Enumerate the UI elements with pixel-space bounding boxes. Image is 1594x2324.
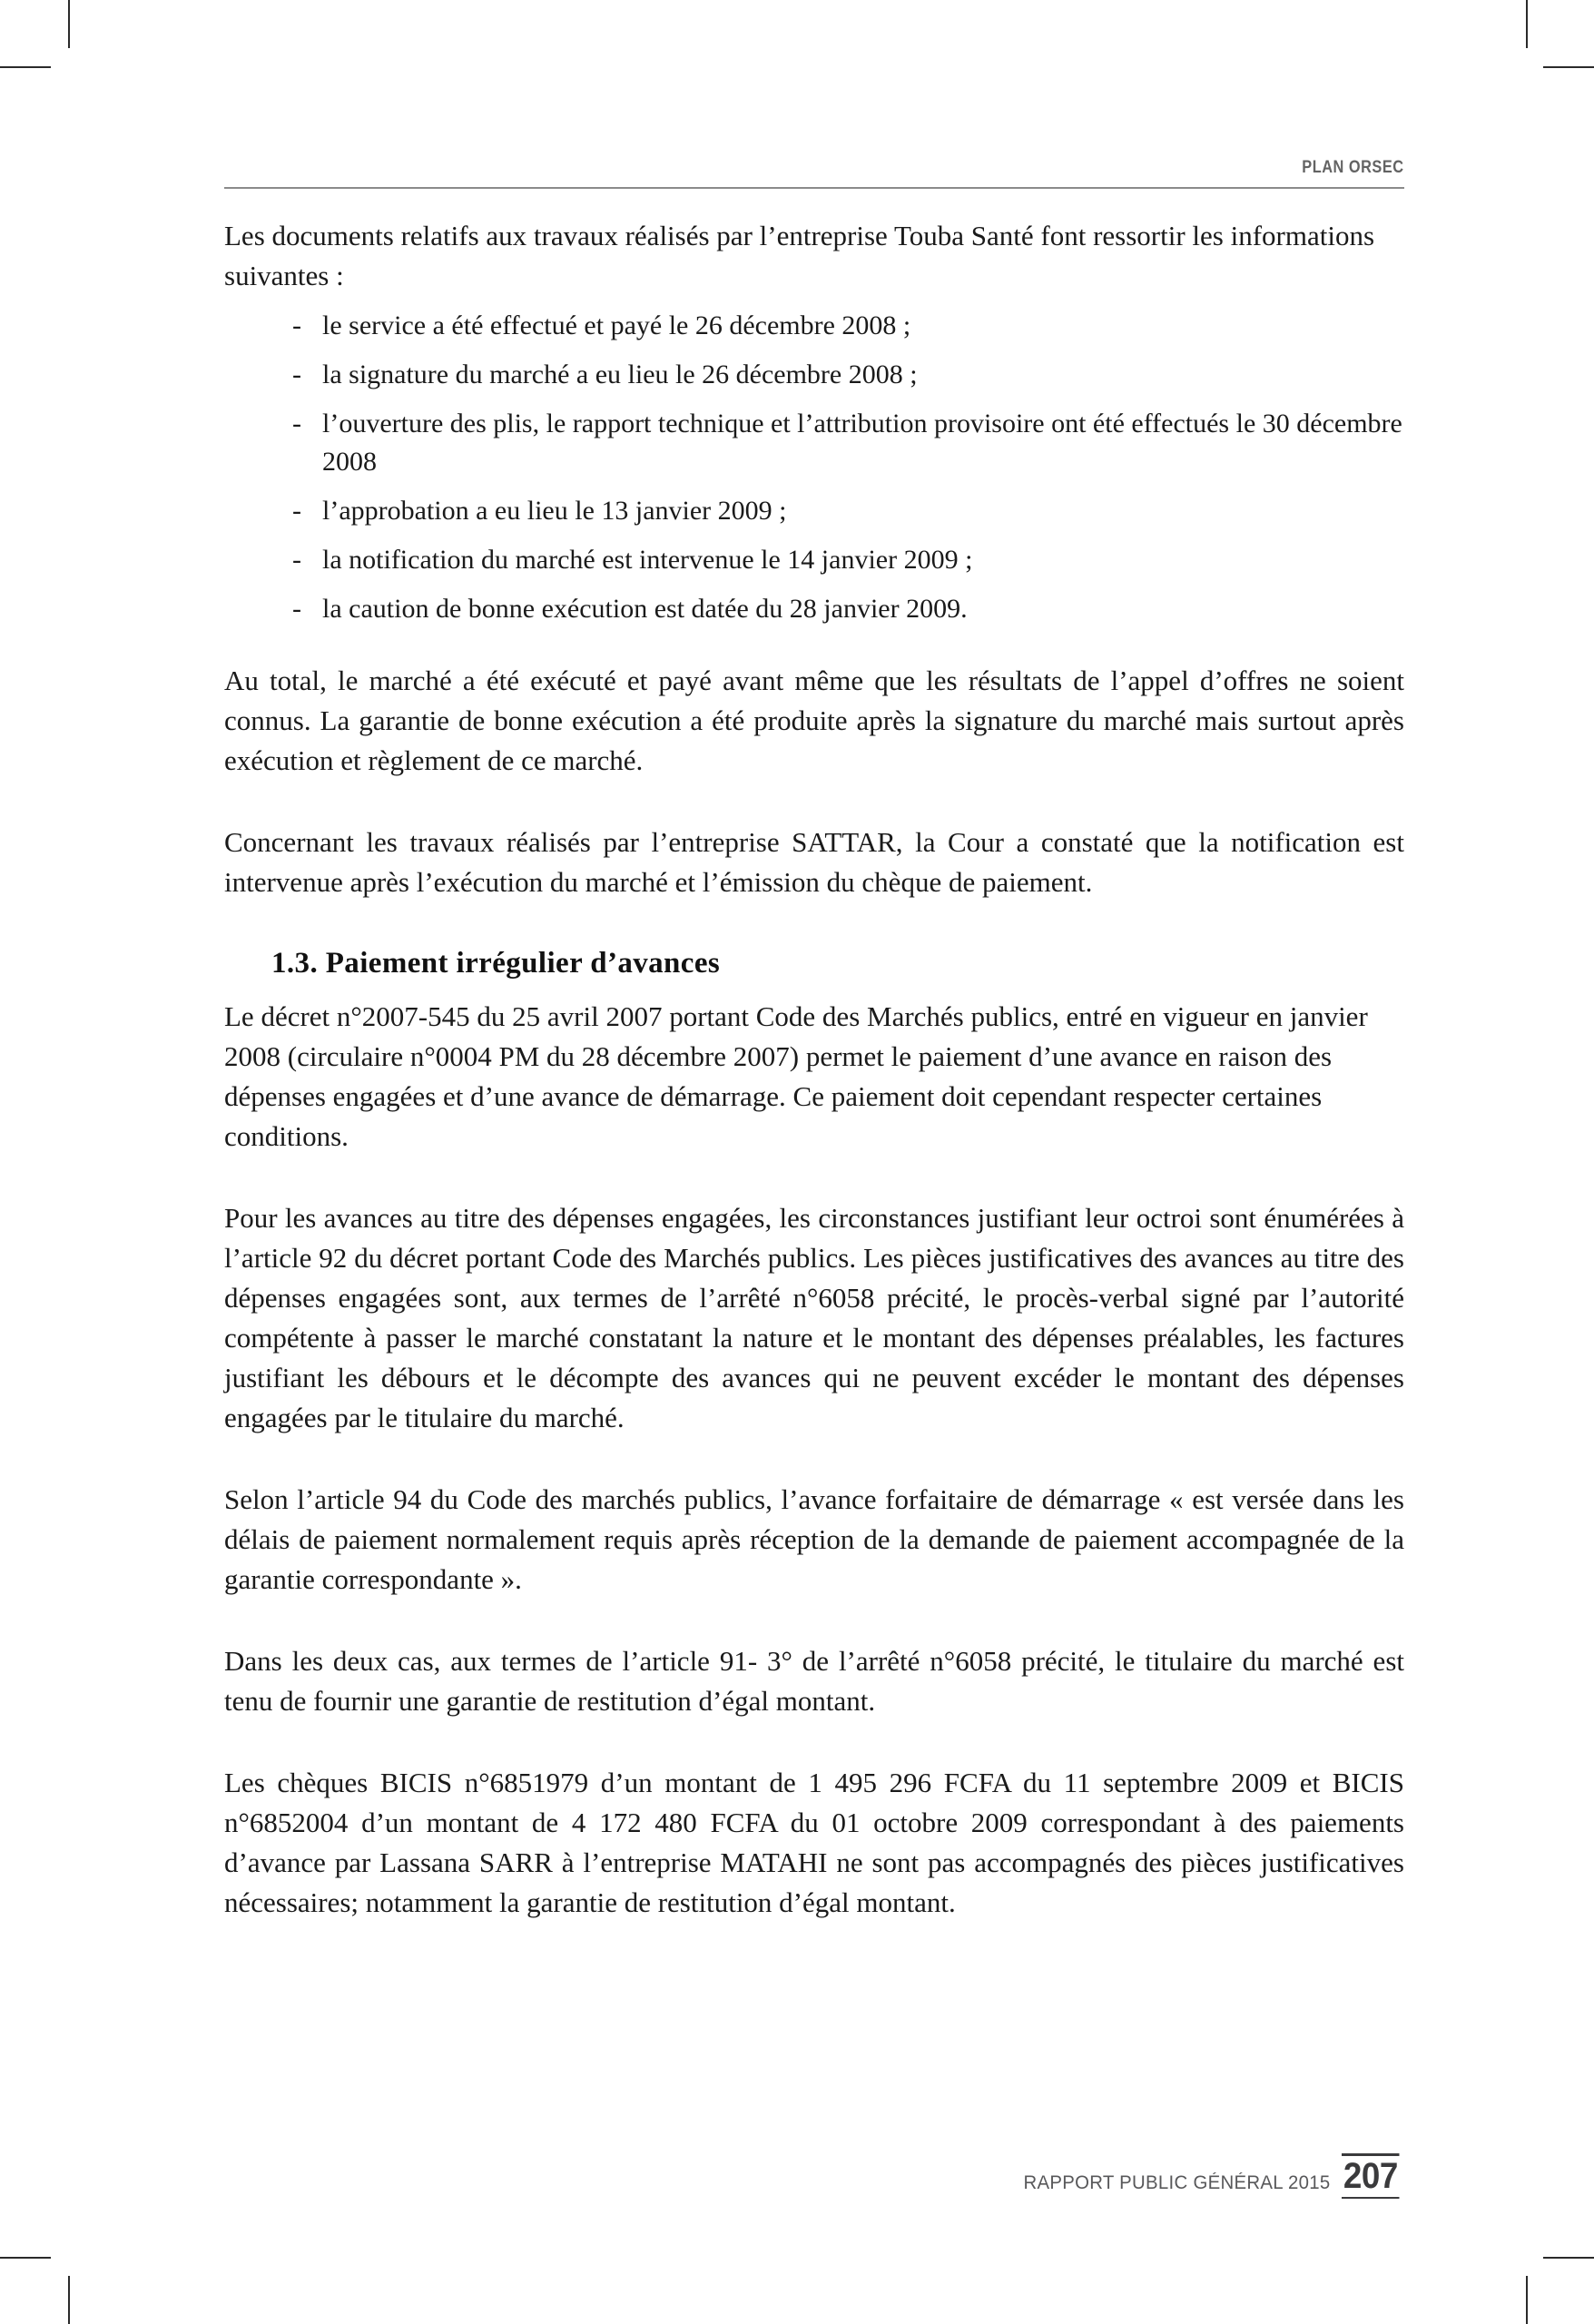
list-item	[292, 530, 1404, 579]
page-number: 207	[1342, 2153, 1400, 2199]
list-item-label: la notification du marché est intervenue le 14 janvier 2009 ;	[322, 545, 973, 575]
running-header-title: PLAN ORSEC	[1302, 158, 1404, 177]
list-item	[292, 345, 1404, 394]
list-item	[292, 481, 1404, 530]
list-item	[292, 296, 1404, 345]
list-item-label: l’approbation a eu lieu le 13 janvier 2009 ;	[322, 496, 787, 526]
list-item-label: la signature du marché a eu lieu le 26 décembre 2008 ;	[322, 359, 918, 389]
spacer	[224, 982, 1404, 997]
paragraph-cheques: Les chèques BICIS n°6851979 d’un montant de 1 495 296 FCFA du 11 septembre 2009 et BICIS n°6852004 d’un montant de 4 172 480 FCFA du 01 octobre 2009 correspondant à des paiements d’avance par Lassana SARR à l’entreprise MATAHI ne sont pas accompagnés des pièces justificatives nécessaires; notamment la garantie de restitution d’égal montant.	[224, 1767, 1404, 1918]
paragraph-article94: Selon l’article 94 du Code des marchés publics, l’avance forfaitaire de démarrage « est versée dans les délais de paiement normalement requis après réception de la demande de paiement accompagnée de la garantie correspondante ».	[224, 1483, 1404, 1595]
list-item	[292, 579, 1404, 628]
crop-mark-top-right-vertical	[1526, 0, 1528, 48]
crop-mark-bottom-left-horizontal	[0, 2257, 51, 2259]
spacer	[224, 902, 1404, 944]
section-heading: 1.3. Paiement irrégulier d’avances	[271, 947, 721, 980]
paragraph-concernant: Concernant les travaux réalisés par l’entreprise SATTAR, la Cour a constaté que la notification est intervenue après l’exécution du marché et l’émission du chèque de paiement.	[224, 826, 1404, 898]
paragraph-decret: Le décret n°2007-545 du 25 avril 2007 portant Code des Marchés publics, entré en vigueur en janvier 2008 (circulaire n°0004 PM du 28 décembre 2007) permet le paiement d’une avance en raison des dépenses engagées et d’une avance de démarrage. Ce paiement doit cependant respecter certaines conditions.	[224, 1000, 1368, 1152]
spacer	[224, 628, 1404, 661]
spacer	[224, 1157, 1404, 1198]
spacer	[224, 1600, 1404, 1641]
paragraph-deux-cas: Dans les deux cas, aux termes de l’article 91- 3° de l’arrêté n°6058 précité, le titulaire du marché est tenu de fournir une garantie de restitution d’égal montant.	[224, 1645, 1404, 1717]
bullet-dash-icon: -	[292, 359, 301, 389]
crop-mark-bottom-right-vertical	[1526, 2276, 1528, 2324]
paragraph-au-total: Au total, le marché a été exécuté et payé avant même que les résultats de l’appel d’offres ne soient connus. La garantie de bonne exécution a été produite après la signature du marché mais surtout après exécution et règlement de ce marché.	[224, 665, 1404, 776]
crop-mark-bottom-left-vertical	[68, 2276, 70, 2324]
list-item	[292, 394, 1404, 481]
header-rule	[224, 187, 1404, 190]
bullet-dash-icon: -	[292, 409, 301, 438]
crop-mark-top-left-vertical	[68, 0, 70, 48]
page-footer	[1014, 2153, 1404, 2199]
spacer	[224, 781, 1404, 822]
findings-list	[224, 296, 1404, 628]
crop-mark-top-left-horizontal	[0, 66, 51, 68]
bullet-dash-icon: -	[292, 496, 301, 526]
paragraph-avances: Pour les avances au titre des dépenses engagées, les circonstances justifiant leur octroi sont énumérées à l’article 92 du décret portant Code des Marchés publics. Les pièces justificatives des avances au titre des dépenses engagées sont, aux termes de l’arrêté n°6058 précité, le procès-verbal signé par l’autorité compétente à passer le marché constatant la nature et le montant des dépenses préalables, les factures justifiant les débours et le décompte des avances qui ne peuvent excéder le montant des dépenses engagées par le titulaire du marché.	[224, 1202, 1404, 1433]
crop-mark-top-right-horizontal	[1543, 66, 1594, 68]
running-header	[224, 145, 1404, 189]
spacer	[224, 1721, 1404, 1763]
footer-label: RAPPORT PUBLIC GÉNÉRAL 2015	[1023, 2172, 1331, 2193]
bullet-dash-icon: -	[292, 545, 301, 575]
list-item-label: la caution de bonne exécution est datée du 28 janvier 2009.	[322, 594, 968, 624]
spacer	[224, 1438, 1404, 1480]
list-item-label: l’ouverture des plis, le rapport technique et l’attribution provisoire ont été effectués le 30 décembre 2008	[322, 409, 1402, 477]
list-item-label: le service a été effectué et payé le 26 décembre 2008 ;	[322, 310, 911, 340]
bullet-dash-icon: -	[292, 594, 301, 624]
bullet-dash-icon: -	[292, 310, 301, 340]
crop-mark-bottom-right-horizontal	[1543, 2257, 1594, 2259]
intro-paragraph: Les documents relatifs aux travaux réalisés par l’entreprise Touba Santé font ressortir les informations suivantes :	[224, 220, 1375, 291]
page-content	[224, 216, 1404, 1923]
